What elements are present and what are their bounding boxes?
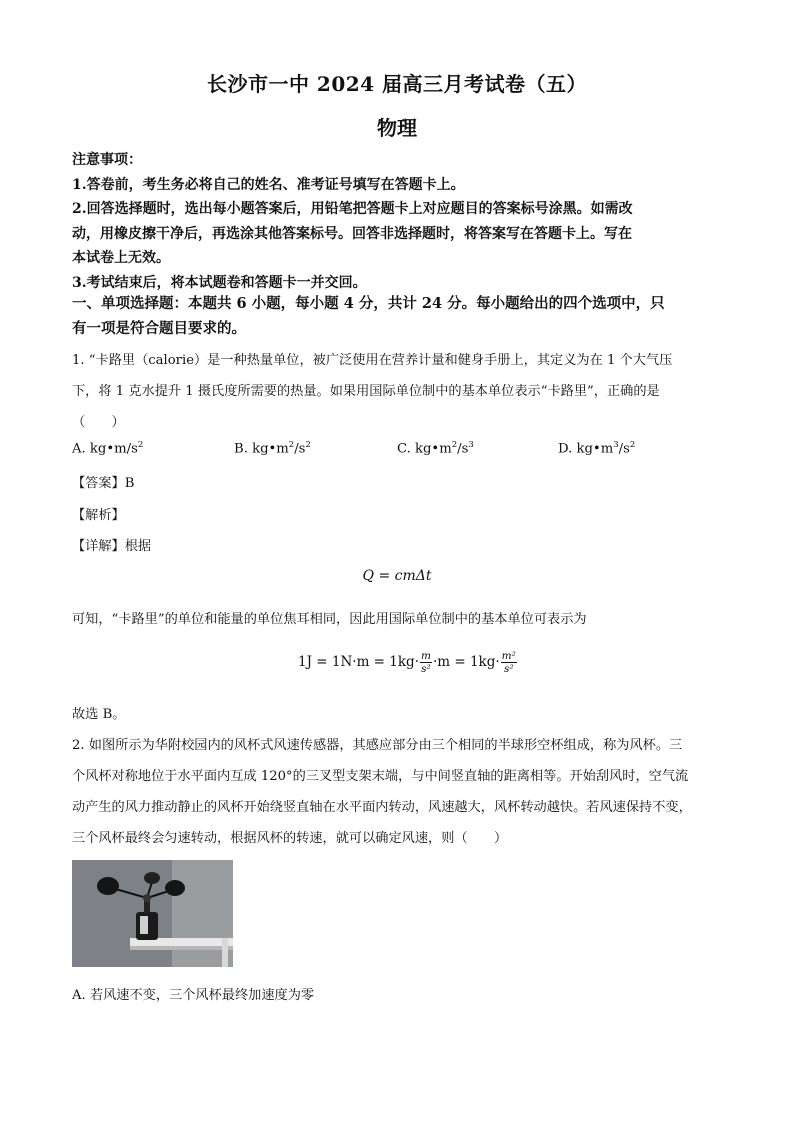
detail-tag: 【详解】根据 bbox=[72, 539, 152, 554]
notes-heading: 注意事项： bbox=[72, 152, 142, 168]
formula-joule bbox=[298, 650, 518, 690]
exam-subject: 物理 bbox=[377, 116, 417, 140]
notes-item: 2.回答选择题时，选出每小题答案后，用铅笔把答题卡上对应题目的答案标号涂黑。如需改 bbox=[72, 201, 633, 217]
answer-tag: 【答案】B bbox=[72, 476, 135, 491]
notes-item: 本试卷上无效。 bbox=[72, 250, 170, 266]
exam-title: 长沙市一中 2024 届高三月考试卷（五） bbox=[206, 72, 588, 96]
option-a: A. $kg•m/s^2$ bbox=[72, 440, 144, 457]
question-line: 下，将 1 克水提升 1 摄氏度所需要的热量。如果用国际单位制中的基本单位表示“卡路里”，正确的是 bbox=[72, 384, 660, 399]
notes-item: 1.答卷前，考生务必将自己的姓名、准考证号填写在答题卡上。 bbox=[72, 176, 465, 193]
fraction: $\frac{m}{\text{s²}}$ bbox=[421, 650, 431, 675]
notes-block bbox=[72, 148, 732, 295]
conclusion-line: 故选 B。 bbox=[72, 707, 126, 722]
question-line: 动产生的风力推动静止的风杯开始绕竖直轴在水平面内转动，风速越大，风杯转动越快。若风速保持不变， bbox=[72, 800, 692, 815]
question-1-options bbox=[72, 440, 732, 464]
section-line: 有一项是符合题目要求的。 bbox=[72, 319, 246, 337]
question-2-stem bbox=[72, 730, 736, 854]
option-b: B. $kg•m^2/s^2$ bbox=[234, 440, 311, 457]
question-line: 三个风杯最终会匀速转动，根据风杯的转速，就可以确定风速，则（ ） bbox=[72, 831, 508, 846]
anemometer-photo bbox=[72, 860, 233, 967]
question-line: 2. 如图所示为华附校园内的风杯式风速传感器，其感应部分由三个相同的半球形空杯组成，称为风杯。三 bbox=[72, 738, 683, 753]
notes-item: 动，用橡皮擦干净后，再选涂其他答案标号。回答非选择题时，将答案写在答题卡上。写在 bbox=[72, 225, 632, 242]
anemometer-icon bbox=[72, 860, 233, 967]
notes-item: 3.考试结束后，将本试题卷和答题卡一并交回。 bbox=[72, 274, 367, 291]
question-1-stem bbox=[72, 345, 736, 438]
formula-heat: Q = cmΔt bbox=[362, 568, 432, 584]
question-line: （ ） bbox=[72, 415, 125, 430]
question-2-option-a: A. 若风速不变，三个风杯最终加速度为零 bbox=[72, 988, 315, 1003]
formula-mid: ·m = 1kg· bbox=[432, 654, 500, 670]
question-line: 1. “卡路里（calorie）是一种热量单位，被广泛使用在营养计量和健身手册上，其定义为在 1 个大气压 bbox=[72, 353, 673, 368]
analysis-tag: 【解析】 bbox=[72, 508, 125, 523]
explanation-line: 可知，“卡路里”的单位和能量的单位焦耳相同，因此用国际单位制中的基本单位可表示为 bbox=[72, 612, 587, 627]
formula-lhs: 1J = 1N·m = 1kg· bbox=[298, 654, 419, 670]
option-d: D. $kg•m^3/s^2$ bbox=[558, 440, 636, 457]
section-line: 一、单项选择题：本题共 6 小题，每小题 4 分，共计 24 分。每小题给出的四个选项中，只 bbox=[72, 295, 665, 312]
fraction: $\frac{\text{m²}}{\text{s²}}$ bbox=[501, 650, 516, 675]
section-heading bbox=[72, 292, 732, 341]
option-c: C. $kg•m^2/s^3$ bbox=[397, 440, 474, 457]
question-line: 个风杯对称地位于水平面内互成 120°的三叉型支架末端，与中间竖直轴的距离相等。开始刮风时，空气流 bbox=[72, 769, 689, 784]
